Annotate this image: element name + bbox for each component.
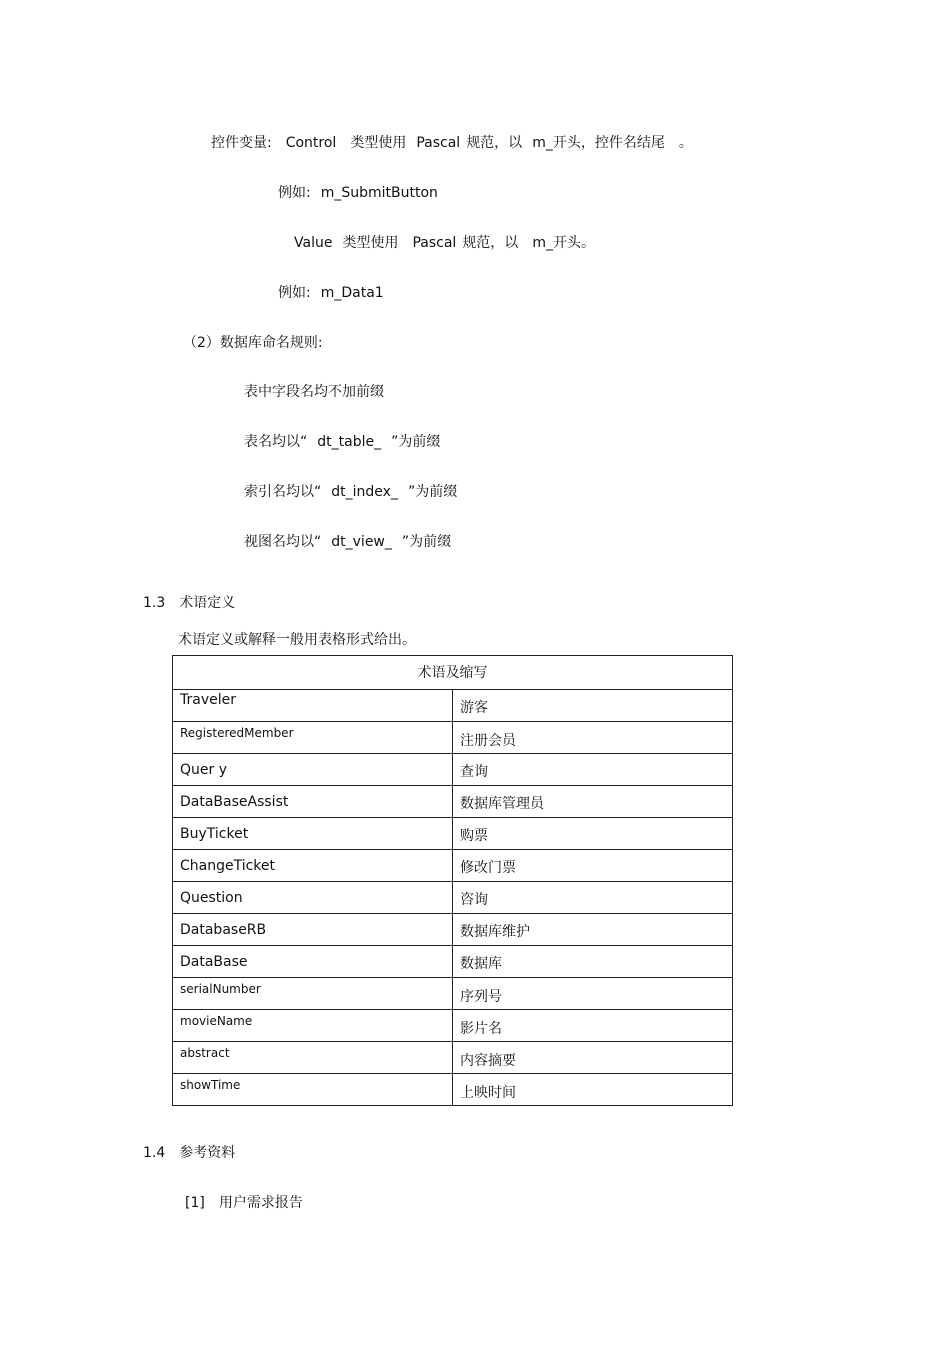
section-1-3-heading: [143, 593, 235, 613]
control-rule-text: 规范，以: [466, 135, 523, 151]
term-en: abstract: [173, 1042, 453, 1074]
terms-table: [172, 655, 733, 1106]
reference-text: 用户需求报告: [218, 1195, 303, 1211]
db-rule-table-post: ”为前缀: [391, 434, 441, 450]
value-rule-text: 规范，以: [462, 235, 519, 251]
term-zh: 咨询: [453, 882, 733, 914]
section-1-3-number: 1.3: [143, 595, 166, 611]
db-rule-index-post: ”为前缀: [407, 484, 458, 500]
term-zh: 数据库维护: [453, 914, 733, 946]
db-rule-table-pre: 表名均以“: [244, 434, 308, 450]
value-rule-prefix-code: m_: [532, 235, 553, 251]
term-en: ChangeTicket: [173, 850, 453, 882]
term-en: showTime: [173, 1074, 453, 1106]
value-variable-rule: [294, 233, 595, 253]
term-en: BuyTicket: [173, 818, 453, 850]
section-1-3-title: 术语定义: [179, 595, 236, 611]
control-rule-mid: 类型使用: [350, 135, 407, 151]
value-rule-pascal: Pascal: [412, 235, 457, 251]
term-zh: 游客: [453, 690, 733, 722]
value-example-label: 例如:: [278, 285, 311, 301]
value-rule-term: Value: [294, 235, 333, 251]
value-rule-suffix: 开头。: [552, 235, 595, 251]
db-rule-index-code: dt_index_: [331, 484, 398, 500]
db-rule-table-code: dt_table_: [317, 434, 382, 450]
term-en: DataBaseAssist: [173, 786, 453, 818]
term-zh: 购票: [453, 818, 733, 850]
term-en: Question: [173, 882, 453, 914]
control-rule-prefix: 控件变量:: [211, 135, 272, 151]
section-1-4-heading: [143, 1143, 235, 1163]
db-rule-view-code: dt_view_: [331, 534, 392, 550]
control-rule-prefix-code: m_: [532, 135, 553, 151]
term-zh: 内容摘要: [453, 1042, 733, 1074]
term-zh: 修改门票: [453, 850, 733, 882]
table-row: [173, 818, 733, 850]
db-rule-fields: 表中字段名均不加前缀: [244, 384, 384, 400]
db-rule-index-pre: 索引名均以“: [244, 484, 322, 500]
db-rule-view-pre: 视图名均以“: [244, 534, 322, 550]
control-variable-rule: [211, 133, 693, 153]
table-row: [173, 946, 733, 978]
table-row: [173, 786, 733, 818]
control-rule-suffix: 开头，控件名结尾: [552, 135, 665, 151]
db-rule-view-prefix: [244, 532, 451, 552]
value-rule-mid: 类型使用: [342, 235, 399, 251]
term-en: RegisteredMember: [173, 722, 453, 754]
term-en: movieName: [173, 1010, 453, 1042]
term-zh: 数据库管理员: [453, 786, 733, 818]
db-rules-heading: （2）数据库命名规则:: [183, 335, 323, 351]
table-row: [173, 722, 733, 754]
terms-table-header-row: [173, 656, 733, 690]
term-en: Traveler: [173, 690, 453, 722]
table-row: [173, 1010, 733, 1042]
term-zh: 上映时间: [453, 1074, 733, 1106]
db-rule-view-post: ”为前缀: [401, 534, 452, 550]
section-1-4-number: 1.4: [143, 1145, 166, 1161]
db-rule-index-prefix: [244, 482, 457, 502]
reference-item: [185, 1193, 303, 1213]
db-rule-table-prefix: [244, 432, 440, 452]
term-en: DatabaseRB: [173, 914, 453, 946]
table-row: [173, 850, 733, 882]
control-example: [278, 183, 438, 203]
control-rule-pascal: Pascal: [416, 135, 461, 151]
table-row: [173, 1074, 733, 1106]
term-zh: 影片名: [453, 1010, 733, 1042]
table-row: [173, 914, 733, 946]
term-zh: 注册会员: [453, 722, 733, 754]
table-row: [173, 1042, 733, 1074]
section-1-3-intro: 术语定义或解释一般用表格形式给出。: [178, 632, 416, 648]
control-example-label: 例如:: [278, 185, 311, 201]
term-en: Quer y: [173, 754, 453, 786]
reference-index: [1]: [185, 1195, 205, 1211]
term-en: DataBase: [173, 946, 453, 978]
table-row: [173, 754, 733, 786]
value-example-value: m_Data1: [320, 285, 384, 301]
term-en: serialNumber: [173, 978, 453, 1010]
term-zh: 序列号: [453, 978, 733, 1010]
terms-table-header: 术语及缩写: [173, 656, 733, 690]
control-rule-term: Control: [285, 135, 337, 151]
table-row: [173, 690, 733, 722]
section-1-4-title: 参考资料: [179, 1145, 236, 1161]
term-zh: 数据库: [453, 946, 733, 978]
value-example: [278, 283, 384, 303]
table-row: [173, 882, 733, 914]
term-zh: 查询: [453, 754, 733, 786]
control-rule-end: 。: [678, 135, 693, 151]
table-row: [173, 978, 733, 1010]
control-example-value: m_SubmitButton: [320, 185, 438, 201]
